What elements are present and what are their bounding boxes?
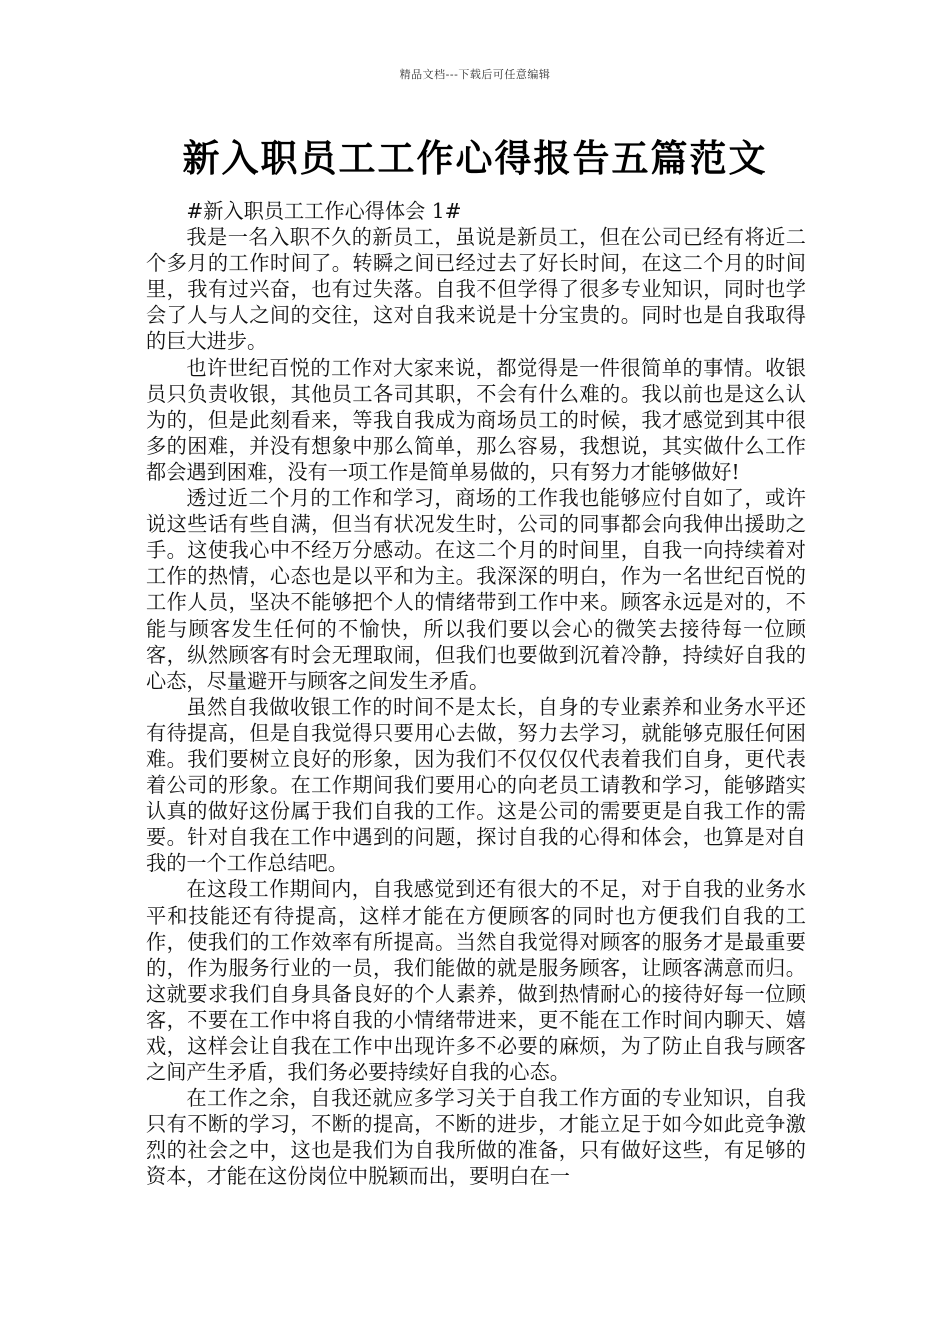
- header-note: 精品文档---下载后可任意编辑: [399, 68, 551, 81]
- body-paragraph-6: 在工作之余，自我还就应多学习关于自我工作方面的专业知识，自我只有不断的学习，不断的提高，不断的进步，才能立足于如今如此竞争激烈的社会之中，这也是我们为自我所做的准备，只有做好这些，有足够的资本，才能在这份岗位中脱颖而出，要明白在一: [146, 1086, 806, 1189]
- body-paragraph-4: 虽然自我做收银工作的时间不是太长，自身的专业素养和业务水平还有待提高，但是自我觉得只要用心去做，努力去学习，就能够克服任何困难。我们要树立良好的形象，因为我们不仅仅仅代表着我们自身，更代表着公司的形象。在工作期间我们要用心的向老员工请教和学习，能够踏实认真的做好这份属于我们自我的工作。这是公司的需要更是自我工作的需要。针对自我在工作中遇到的问题，探讨自我的心得和体会，也算是对自我的一个工作总结吧。: [146, 694, 806, 876]
- body-paragraph-1: 我是一名入职不久的新员工，虽说是新员工，但在公司已经有将近二个多月的工作时间了。转瞬之间已经过去了好长时间，在这二个月的时间里，我有过兴奋，也有过失落。自我不但学得了很多专业知识，同时也学会了人与人之间的交往，这对自我来说是十分宝贵的。同时也是自我取得的巨大进步。: [146, 225, 806, 354]
- body-paragraph-2: 也许世纪百悦的工作对大家来说，都觉得是一件很简单的事情。收银员只负责收银，其他员工各司其职，不会有什么难的。我以前也是这么认为的，但是此刻看来，等我自我成为商场员工的时候，我才感觉到其中很多的困难，并没有想象中那么简单，那么容易，我想说，其实做什么工作都会遇到困难，没有一项工作是简单易做的，只有努力才能够做好!: [146, 355, 806, 484]
- body-paragraph-5: 在这段工作期间内，自我感觉到还有很大的不足，对于自我的业务水平和技能还有待提高，这样才能在方便顾客的同时也方便我们自我的工作，使我们的工作效率有所提高。当然自我觉得对顾客的服务才是最重要的，作为服务行业的一员，我们能做的就是服务顾客，让顾客满意而归。这就要求我们自身具备良好的个人素养，做到热情耐心的接待好每一位顾客，不要在工作中将自我的小情绪带进来，更不能在工作时间内聊天、嬉戏，这样会让自我在工作中出现许多不必要的麻烦，为了防止自我与顾客之间产生矛盾，我们务必要持续好自我的心态。: [146, 877, 806, 1085]
- document-body: [146, 198, 806, 1190]
- body-paragraph-3: 透过近二个月的工作和学习，商场的工作我也能够应付自如了，或许说这些话有些自满，但当有状况发生时，公司的同事都会向我伸出援助之手。这使我心中不经万分感动。在这二个月的时间里，自我一向持续着对工作的热情，心态也是以平和为主。我深深的明白，作为一名世纪百悦的工作人员，坚决不能够把个人的情绪带到工作中来。顾客永远是对的，不能与顾客发生任何的不愉快，所以我们要以会心的微笑去接待每一位顾客，纵然顾客有时会无理取闹，但我们也要做到沉着冷静，持续好自我的心态，尽量避开与顾客之间发生矛盾。: [146, 486, 806, 693]
- document-title: 新入职员工工作心得报告五篇范文: [182, 136, 768, 180]
- section-heading: #新入职员工工作心得体会 1#: [186, 199, 462, 223]
